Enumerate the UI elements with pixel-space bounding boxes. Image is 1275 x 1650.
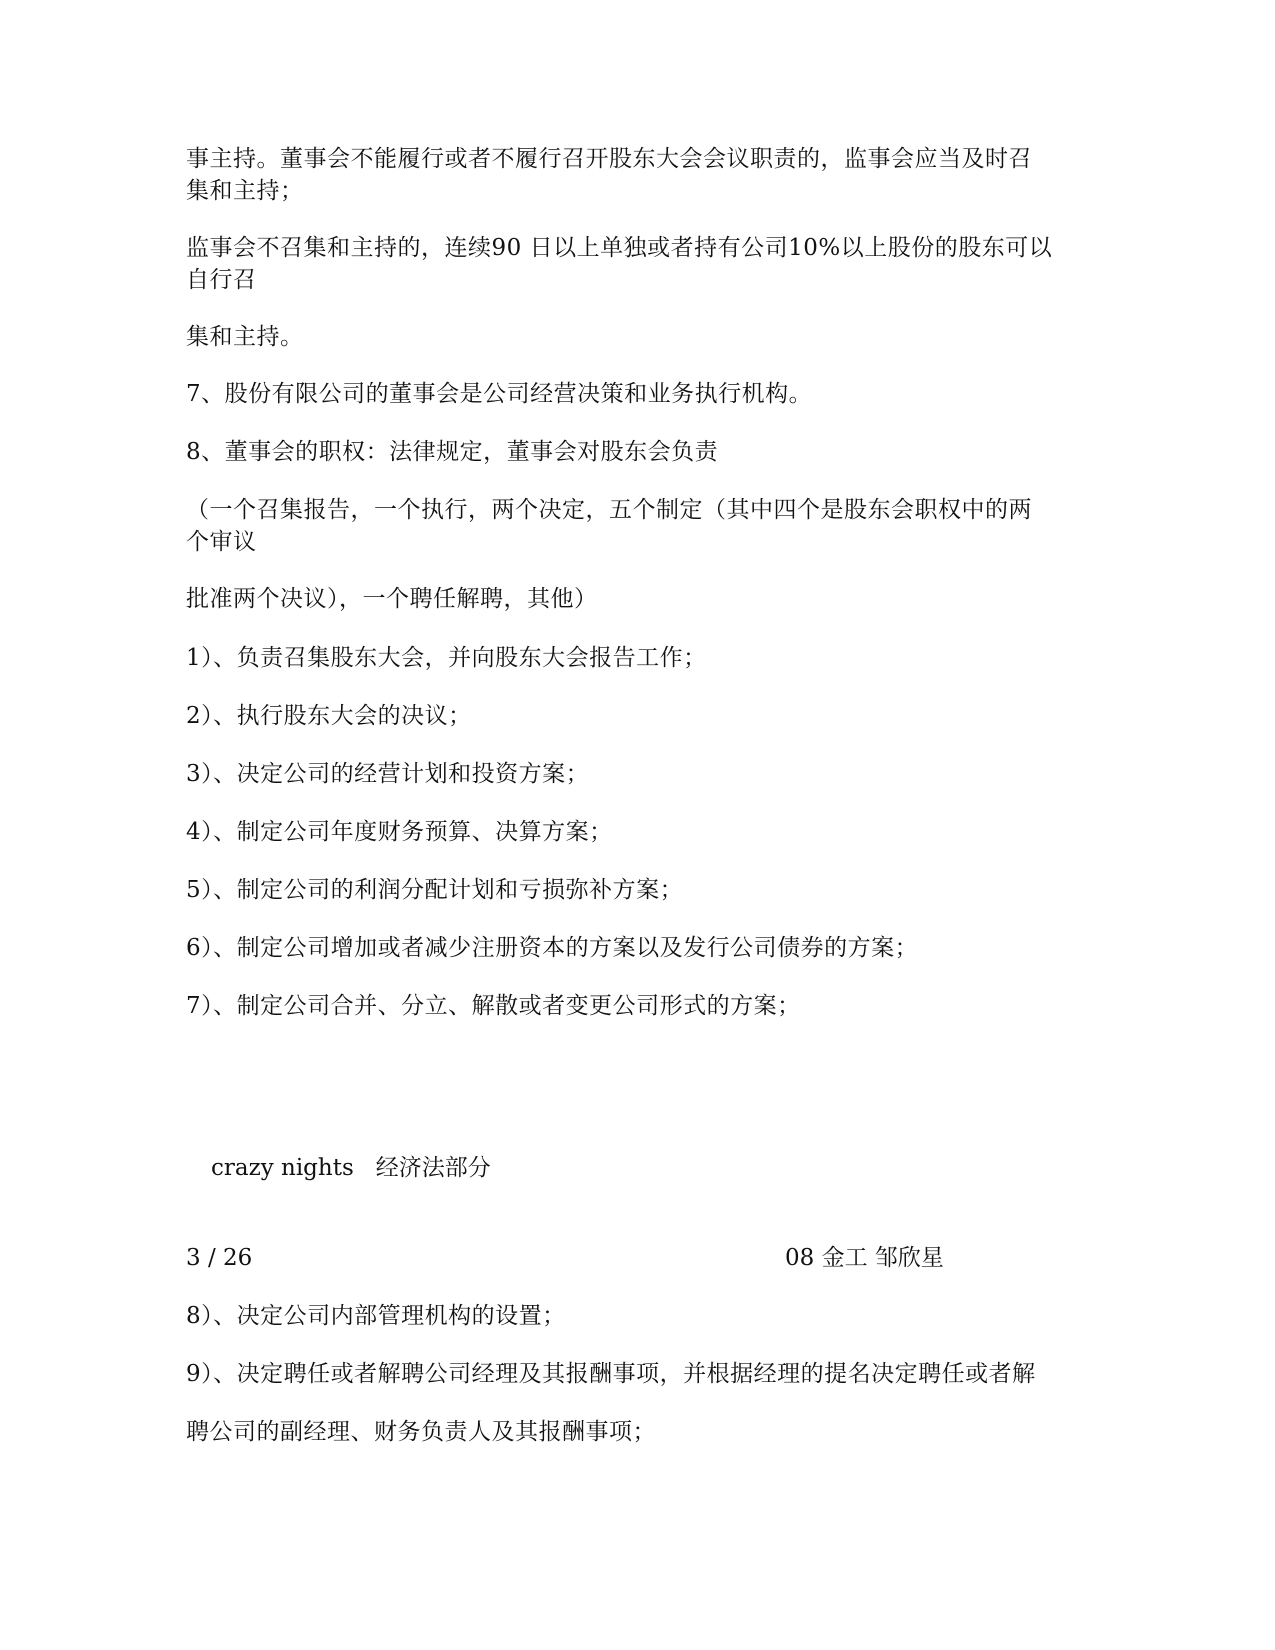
list-item: 5）、制定公司的利润分配计划和亏损弥补方案； [186, 877, 684, 903]
paragraph-line: 自行召 [186, 267, 257, 293]
running-footer [211, 1152, 491, 1184]
paragraph-line: 聘公司的副经理、财务负责人及其报酬事项； [186, 1419, 656, 1445]
paragraph-line: 集和主持； [186, 178, 304, 204]
paragraph-line: 监事会不召集和主持的，连续90 日以上单独或者持有公司10%以上股份的股东可以 [186, 235, 1053, 261]
paragraph-line: 批准两个决议），一个聘任解聘，其他） [186, 586, 598, 612]
paragraph-line: 集和主持。 [186, 324, 304, 350]
paragraph-line: 8、董事会的职权：法律规定，董事会对股东会负责 [186, 439, 719, 465]
list-item: 2）、执行股东大会的决议； [186, 703, 472, 729]
list-item: 6）、制定公司增加或者减少注册资本的方案以及发行公司债券的方案； [186, 935, 919, 961]
paragraph-line: 个审议 [186, 529, 257, 555]
author-info: 08 金工 邹欣星 [785, 1245, 944, 1271]
list-item: 3）、决定公司的经营计划和投资方案； [186, 761, 590, 787]
paragraph-line: （一个召集报告，一个执行，两个决定，五个制定（其中四个是股东会职权中的两 [186, 497, 1032, 523]
list-item: 9）、决定聘任或者解聘公司经理及其报酬事项，并根据经理的提名决定聘任或者解 [186, 1361, 1036, 1387]
paragraph-line: 事主持。董事会不能履行或者不履行召开股东大会会议职责的，监事会应当及时召 [186, 146, 1032, 172]
list-item: 8）、决定公司内部管理机构的设置； [186, 1303, 566, 1329]
page-indicator: 3 / 26 [186, 1245, 253, 1271]
footer-section-title: 经济法部分 [375, 1155, 491, 1181]
list-item: 7）、制定公司合并、分立、解散或者变更公司形式的方案； [186, 993, 801, 1019]
footer-label: crazy nights [211, 1155, 354, 1181]
list-item: 4）、制定公司年度财务预算、决算方案； [186, 819, 613, 845]
paragraph-line: 7、股份有限公司的董事会是公司经营决策和业务执行机构。 [186, 381, 813, 407]
list-item: 1）、负责召集股东大会，并向股东大会报告工作； [186, 645, 707, 671]
